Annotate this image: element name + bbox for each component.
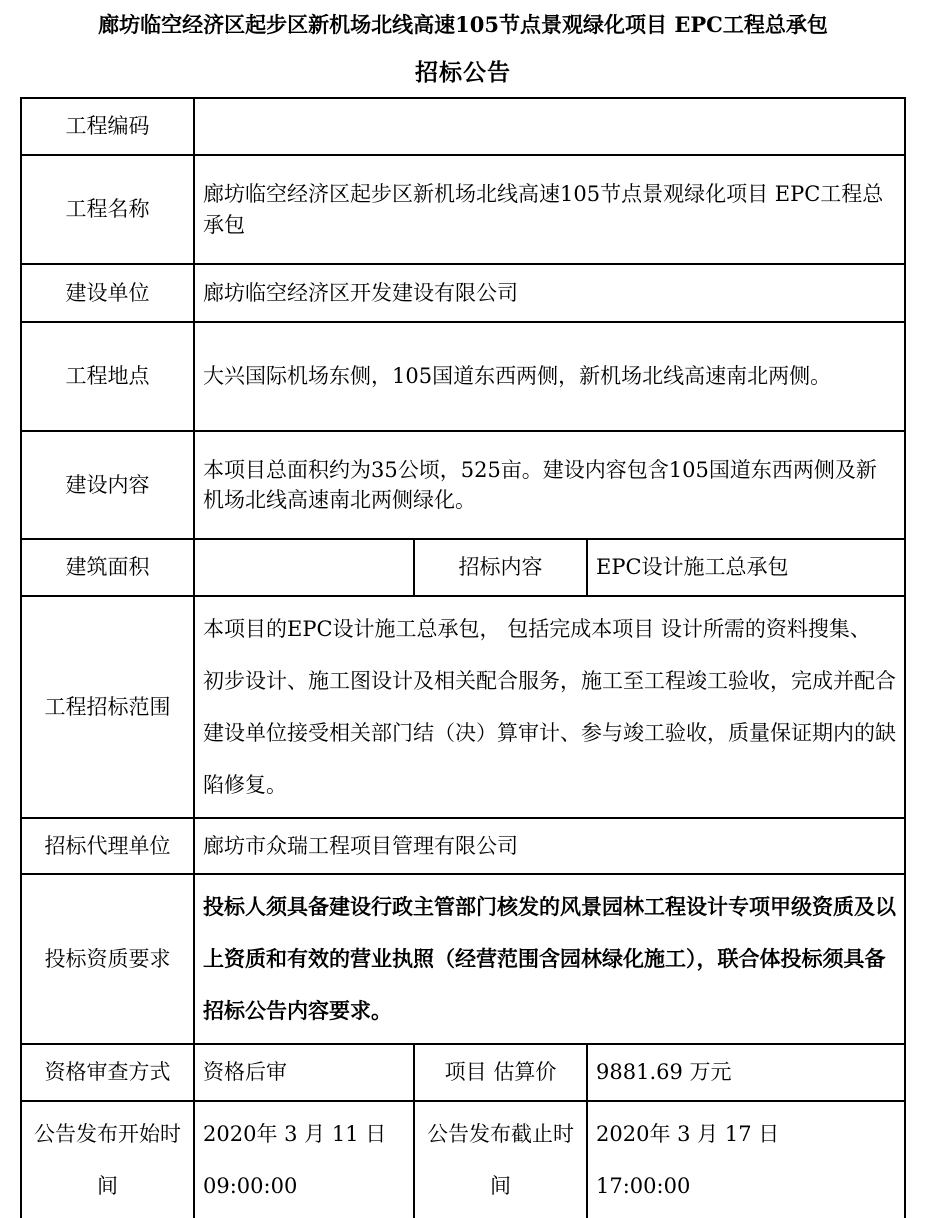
publish-start-time: 09:00:00 [203, 1174, 298, 1198]
project-name-value: 廊坊临空经济区起步区新机场北线高速105节点景观绿化项目 EPC工程总承包 [194, 155, 905, 264]
publish-end-time: 17:00:00 [596, 1174, 691, 1198]
agency-value: 廊坊市众瑞工程项目管理有限公司 [194, 818, 905, 874]
row-location [21, 322, 905, 431]
area-value [194, 539, 414, 596]
publish-end-label: 公告发布截止时间 [414, 1101, 587, 1218]
tender-content-label: 招标内容 [414, 539, 587, 596]
row-builder [21, 264, 905, 322]
row-area [21, 539, 905, 596]
estimate-value: 9881.69 万元 [587, 1044, 905, 1101]
estimate-label: 项目 估算价 [414, 1044, 587, 1101]
tender-info-table [20, 97, 906, 1218]
row-review [21, 1044, 905, 1101]
row-project-name [21, 155, 905, 264]
row-project-code [21, 98, 905, 155]
agency-label: 招标代理单位 [21, 818, 194, 874]
project-code-label: 工程编码 [21, 98, 194, 155]
project-code-value [194, 98, 905, 155]
scope-label: 工程招标范围 [21, 596, 194, 818]
scope-value: 本项目的EPC设计施工总承包， 包括完成本项目 设计所需的资料搜集、 初步设计、施工图设计及相关配合服务，施工至工程竣工验收，完成并配合建设单位接受相关部门结（决）算审计、参与竣工验收，质量保证期内的缺陷修复。 [194, 596, 905, 818]
publish-start-value [194, 1101, 414, 1218]
location-value: 大兴国际机场东侧，105国道东西两侧，新机场北线高速南北两侧。 [194, 322, 905, 431]
publish-start-date: 2020年 3 月 11 日 [203, 1122, 387, 1146]
tender-content-value: EPC设计施工总承包 [587, 539, 905, 596]
publish-end-value [587, 1101, 905, 1218]
row-qualification [21, 874, 905, 1044]
row-content [21, 431, 905, 539]
review-value: 资格后审 [194, 1044, 414, 1101]
review-label: 资格审查方式 [21, 1044, 194, 1101]
content-label: 建设内容 [21, 431, 194, 539]
content-value: 本项目总面积约为35公顷，525亩。建设内容包含105国道东西两侧及新机场北线高速南北两侧绿化。 [194, 431, 905, 539]
row-scope [21, 596, 905, 818]
notice-subtitle: 招标公告 [415, 59, 511, 86]
project-name-label: 工程名称 [21, 155, 194, 264]
row-publish [21, 1101, 905, 1218]
publish-end-date: 2020年 3 月 17 日 [596, 1122, 780, 1146]
area-label: 建筑面积 [21, 539, 194, 596]
publish-start-label: 公告发布开始时间 [21, 1101, 194, 1218]
builder-value: 廊坊临空经济区开发建设有限公司 [194, 264, 905, 322]
qualification-label: 投标资质要求 [21, 874, 194, 1044]
builder-label: 建设单位 [21, 264, 194, 322]
notice-title: 廊坊临空经济区起步区新机场北线高速105节点景观绿化项目 EPC工程总承包 [98, 12, 828, 37]
qualification-value: 投标人须具备建设行政主管部门核发的风景园林工程设计专项甲级资质及以上资质和有效的营业执照（经营范围含园林绿化施工），联合体投标须具备招标公告内容要求。 [194, 874, 905, 1044]
row-agency [21, 818, 905, 874]
location-label: 工程地点 [21, 322, 194, 431]
